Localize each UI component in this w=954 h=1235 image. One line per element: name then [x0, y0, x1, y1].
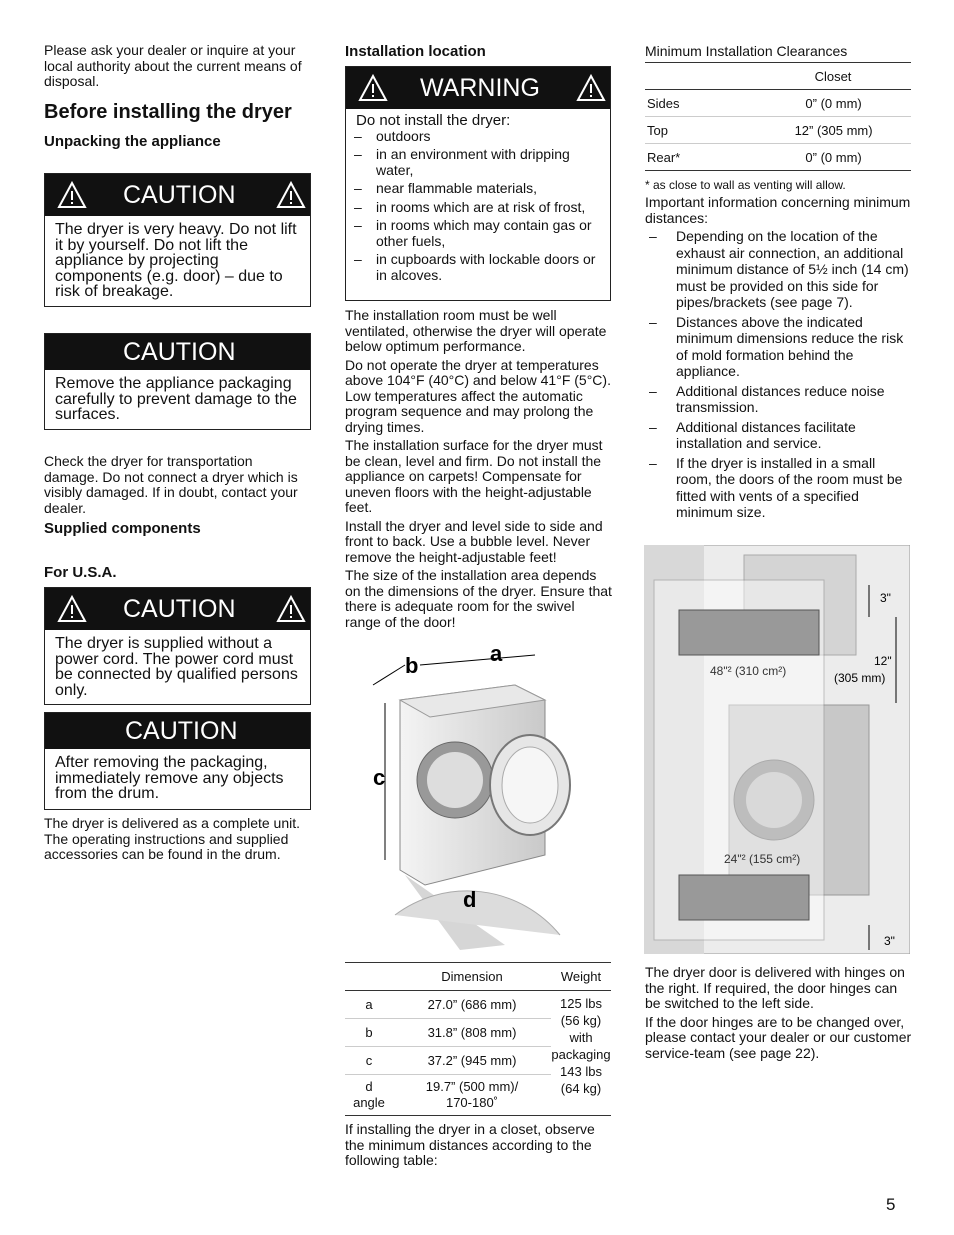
hinge-change-text: If the door hinges are to be changed over, please contact your dealer or our customer service-team (see page 22). [645, 1013, 912, 1061]
table-row: Sides 0” (0 mm) [645, 90, 911, 117]
info-list [645, 228, 911, 521]
table-row: c 37.2” (945 mm) [345, 1047, 551, 1075]
list-item: – in rooms which may contain gas or other fuels, [350, 218, 604, 249]
closet-header: Closet [814, 68, 852, 84]
table-row: a 27.0” (686 mm) [345, 991, 551, 1019]
clearance-table-title: Minimum Installation Clearances [645, 43, 848, 59]
dryer-dimension-figure [345, 645, 613, 953]
caution-box-1 [44, 173, 311, 307]
page-number: 5 [886, 1195, 896, 1214]
temperature-text: Do not operate the dryer at temperatures above 104°F (40°C) and below 41°F (5°C). Low temperatures affect the automatic program sequence and may prolong the drying times. [345, 356, 611, 435]
list-item: – in an environment with dripping water, [350, 147, 604, 178]
usa-heading: For U.S.A. [44, 564, 117, 581]
bottom-vent-label: 24"² (155 cm²) [724, 852, 801, 866]
warning-triangle-icon [57, 594, 87, 624]
weight-cell: 125 lbs (56 kg) with packaging 143 lbs (64 kg) [551, 996, 611, 1096]
door-glass [502, 747, 558, 823]
top-vent-label: 48"² (310 cm²) [710, 664, 787, 678]
caution-title: CAUTION [123, 180, 236, 209]
warning-intro: Do not install the dryer: [356, 112, 511, 129]
list-item: – near flammable materials, [350, 181, 604, 197]
top-clearance-label-2: (305 mm) [834, 671, 886, 685]
caution-title: CAUTION [125, 716, 238, 745]
top-clearance-label-1: 12" [874, 654, 892, 668]
dimension-header: Dimension [441, 969, 503, 984]
dimension-table [345, 962, 611, 1116]
list-item: – If the dryer is installed in a small room, the doors of the room must be fitted with vents of a specified minimum size. [645, 455, 911, 521]
bottom-vent [679, 875, 809, 920]
intro-text: Please ask your dealer or inquire at your local authority about the current means of disposal. [44, 42, 302, 89]
label-b: b [405, 653, 419, 678]
label-d: d [463, 887, 477, 912]
info-intro: Important information concerning minimum distances: [645, 194, 911, 226]
closet-clearance-figure [644, 545, 910, 954]
ventilation-text: The installation room must be well ventilated, otherwise the dryer will operate below optimum performance. [345, 307, 607, 354]
warning-list [350, 129, 604, 284]
dim-a-line [420, 655, 535, 665]
warning-triangle-icon [276, 180, 306, 210]
caution-box-4 [44, 712, 311, 810]
clearance-table [645, 62, 911, 171]
level-text: Install the dryer and level side to side and front to back. Use a bubble level. Never remove the height-adjustable feet! [345, 517, 603, 565]
unpacking-heading: Unpacking the appliance [44, 133, 221, 150]
caution-box-2 [44, 333, 311, 430]
warning-triangle-icon [358, 73, 388, 103]
caution-text: The dryer is supplied without a power cord. The power cord must be connected by qualified persons only. [55, 635, 298, 699]
drum [427, 752, 483, 808]
caution-box-3 [44, 587, 311, 705]
table-row: Rear* 0” (0 mm) [645, 144, 911, 171]
warning-triangle-icon [576, 73, 606, 103]
surface-text: The installation surface for the dryer must be clean, level and firm. Do not install the appliance on carpets! Compensate for uneven floors with the height-adjustable feet. [345, 437, 603, 515]
list-item: – in cupboards with lockable doors or in alcoves. [350, 252, 604, 283]
bottom-gap-label: 3" [884, 934, 895, 948]
warning-triangle-icon [57, 180, 87, 210]
list-item: – in rooms which are at risk of frost, [350, 200, 604, 216]
table-row: b 31.8” (808 mm) [345, 1019, 551, 1047]
dim-b-line [373, 665, 405, 685]
caution-title: CAUTION [123, 594, 236, 623]
list-item: – Additional distances facilitate installation and service. [645, 419, 911, 452]
top-gap-label: 3" [880, 591, 891, 605]
warning-title: WARNING [420, 73, 540, 102]
warning-triangle-icon [276, 594, 306, 624]
check-text: Check the dryer for transportation damage. Do not connect a dryer which is visibly damaged. If in doubt, contact your dealer. [44, 453, 298, 516]
caution-text: After removing the packaging, immediately remove any objects from the drum. [55, 754, 284, 802]
table-row: Top 12” (305 mm) [645, 117, 911, 144]
footnote: * as close to wall as venting will allow. [645, 178, 846, 192]
list-item: – outdoors [350, 129, 604, 145]
top-vent [679, 610, 819, 655]
door-hinge-text: The dryer door is delivered with hinges on the right. If required, the door hinges can be switched to the left side. [645, 964, 905, 1011]
closet-text: If installing the dryer in a closet, observe the minimum distances according to the following table: [345, 1121, 595, 1168]
delivered-text: The dryer is delivered as a complete unit. The operating instructions and supplied accessories can be found in the drum. [44, 815, 301, 862]
installation-heading: Installation location [345, 43, 486, 60]
table-row: d angle 19.7” (500 mm)/ 170-180˚ [353, 1079, 519, 1110]
caution-title: CAUTION [123, 337, 236, 366]
weight-header: Weight [560, 969, 602, 984]
label-c: c [373, 765, 386, 790]
list-item: – Depending on the location of the exhaust air connection, an additional minimum distance of 5½ inch (14 cm) must be provided on this side for pipes/brackets (see page 7). [645, 228, 911, 311]
list-item: – Distances above the indicated minimum dimensions reduce the risk of mold formation behind the appliance. [645, 314, 911, 380]
area-size-text: The size of the installation area depends on the dimensions of the dryer. Ensure that there is adequate room for the swivel range of the door! [345, 567, 612, 630]
caution-text: Remove the appliance packaging carefully to prevent damage to the surfaces. [55, 375, 297, 423]
section-heading: Before installing the dryer [44, 101, 292, 123]
warning-box [345, 66, 611, 301]
supplied-heading: Supplied components [44, 520, 201, 537]
caution-text: The dryer is very heavy. Do not lift it by yourself. Do not lift the appliance by projecting components (e.g. door) – due to risk of breakage. [55, 221, 297, 300]
label-a: a [490, 645, 503, 666]
list-item: – Additional distances reduce noise transmission. [645, 383, 911, 416]
